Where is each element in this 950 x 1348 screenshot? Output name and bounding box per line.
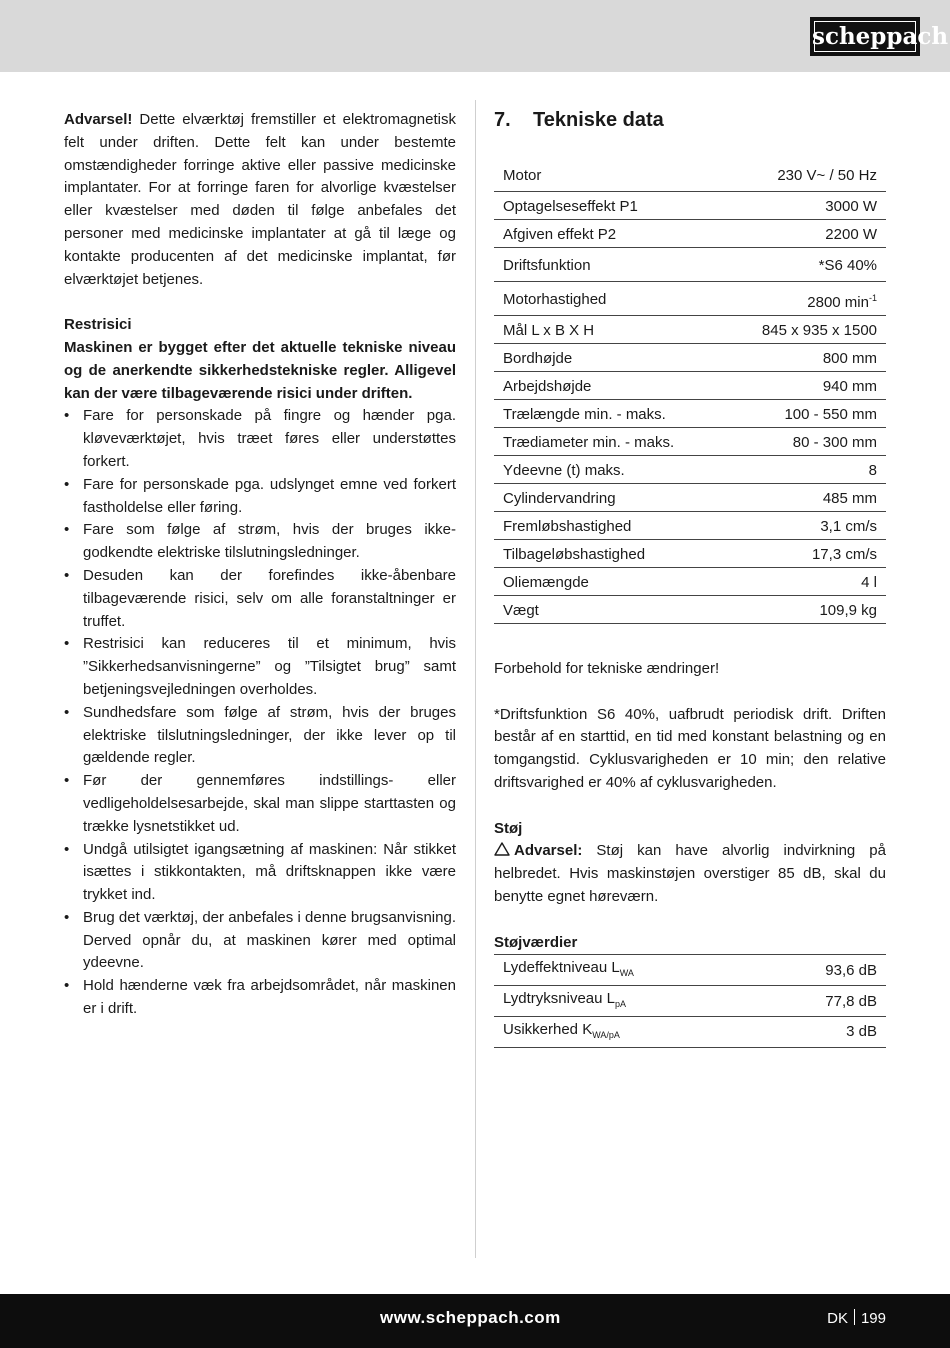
spec-label: Trælængde min. - maks. [494, 400, 724, 428]
residual-risk-intro: Maskinen er bygget efter det aktuelle tekniske niveau og de anerkendte sikkerhedstekniske regler. Alligevel kan der være tilbageværende risici under driften. [64, 338, 456, 402]
risk-item: • Brug det værktøj, der anbefales i denne brugsanvisning. Derved opnår du, at maskinen kører med optimal ydeevne. [64, 907, 456, 975]
table-row [494, 428, 886, 456]
spec-label: Oliemængde [494, 568, 724, 596]
noise-label-text: Usikkerhed K [503, 1020, 593, 1038]
language-code: DK [827, 1310, 848, 1327]
spec-label: Motorhastighed [494, 282, 724, 316]
noise-warning-label: Advarsel: [514, 842, 583, 860]
table-row [494, 456, 886, 484]
page-separator [854, 1309, 855, 1325]
spec-label: Ydeevne (t) maks. [494, 456, 724, 484]
spec-label: Driftsfunktion [494, 248, 724, 282]
noise-label-text: Lydtryksniveau L [503, 990, 616, 1008]
spec-label: Fremløbshastighed [494, 512, 724, 540]
table-row [494, 540, 886, 568]
risk-item: • Restrisici kan reduceres til et minimum, hvis ”Sikkerhedsanvisningerne” og ”Tilsigtet brug” samt betjeningsvejledningen overholdes. [64, 633, 456, 701]
risk-item: • Hold hænderne væk fra arbejdsområdet, når maskinen er i drift. [64, 975, 456, 1021]
section-title [494, 104, 886, 136]
table-row [494, 220, 886, 248]
page-indicator [827, 1309, 886, 1327]
noise-values-table [494, 954, 886, 1047]
table-row [494, 484, 886, 512]
spec-label: Motor [494, 158, 724, 192]
noise-values-heading: Støjværdier [494, 933, 578, 951]
spec-value: 17,3 cm/s [724, 540, 886, 568]
noise-label [494, 986, 761, 1017]
spec-label: Tilbageløbshastighed [494, 540, 724, 568]
table-row [494, 596, 886, 624]
noise-value: 3 dB [761, 1016, 886, 1047]
noise-warning-text: Støj kan have alvorlig indvirkning på helbredet. Hvis maskinstøjen overstiger 85 dB, skal du benytte egnet høreværn. [494, 842, 886, 905]
column-divider [475, 100, 476, 1258]
residual-risk-heading: Restrisici [64, 316, 132, 334]
noise-label-subscript: pA [615, 999, 627, 1010]
section-title-text: Tekniske data [533, 109, 664, 131]
spec-value: 8 [724, 456, 886, 484]
table-row [494, 372, 886, 400]
spec-value: 2200 W [724, 220, 886, 248]
table-row [494, 316, 886, 344]
header-bar [0, 0, 950, 72]
table-row [494, 344, 886, 372]
spec-value-superscript: -1 [868, 292, 877, 303]
noise-warning-paragraph [494, 840, 886, 908]
noise-label [494, 955, 761, 986]
emf-warning-paragraph [64, 109, 456, 291]
risk-item: • Før der gennemføres indstillings- eller vedligeholdelsesarbejde, skal man slippe starttasten og trække lysnetstikket ud. [64, 770, 456, 838]
spec-label: Afgiven effekt P2 [494, 220, 724, 248]
risk-item: • Undgå utilsigtet igangsætning af maskinen: Når stikket isættes i stikkontakten, må driftsknappen ikke være trykket ind. [64, 839, 456, 907]
spec-value: 940 mm [724, 372, 886, 400]
table-row [494, 400, 886, 428]
spec-value: 80 - 300 mm [724, 428, 886, 456]
spec-value: 100 - 550 mm [724, 400, 886, 428]
spec-label: Optagelseseffekt P1 [494, 192, 724, 220]
technical-data-table [494, 158, 886, 624]
left-column [64, 109, 456, 1021]
spec-value-text: 2800 min [807, 293, 869, 311]
risk-item: • Fare som følge af strøm, hvis der bruges ikke-godkendte elektriske tilslutningsledninger. [64, 519, 456, 565]
table-row [494, 158, 886, 192]
noise-value: 77,8 dB [761, 986, 886, 1017]
spec-value: 800 mm [724, 344, 886, 372]
footer-website-link[interactable]: www.scheppach.com [380, 1308, 561, 1327]
reserve-note: Forbehold for tekniske ændringer! [494, 660, 720, 677]
table-row [494, 192, 886, 220]
table-row [494, 568, 886, 596]
spec-value: 3,1 cm/s [724, 512, 886, 540]
risk-list [64, 405, 456, 1021]
spec-value: 3000 W [724, 192, 886, 220]
spec-label: Vægt [494, 596, 724, 624]
noise-value: 93,6 dB [761, 955, 886, 986]
noise-label-text: Lydeffektniveau L [503, 959, 620, 977]
spec-label: Bordhøjde [494, 344, 724, 372]
duty-cycle-note: *Driftsfunktion S6 40%, uafbrudt periodisk drift. Driften består af en starttid, en tid med konstant belastning og en tomgangstid. Cyklusvarigheden er 10 min; den relative driftsvarighed er 40% af cyklusvarigheden. [494, 705, 886, 791]
spec-value: 4 l [724, 568, 886, 596]
spec-value: 109,9 kg [724, 596, 886, 624]
spec-label: Arbejdshøjde [494, 372, 724, 400]
spec-label: Cylindervandring [494, 484, 724, 512]
section-number: 7. [494, 109, 511, 131]
spec-label: Trædiameter min. - maks. [494, 428, 724, 456]
risk-item: • Fare for personskade på fingre og hænder pga. kløveværktøjet, hvis træet føres eller understøttes forkert. [64, 405, 456, 473]
table-row [494, 512, 886, 540]
right-column [494, 104, 886, 1048]
spec-value [724, 282, 886, 316]
risk-item: • Desuden kan der forefindes ikke-åbenbare tilbageværende risici, selv om alle foranstaltninger er truffet. [64, 565, 456, 633]
scheppach-logo: scheppach [810, 17, 920, 56]
spec-value: 230 V~ / 50 Hz [724, 158, 886, 192]
noise-heading: Støj [494, 819, 523, 837]
noise-label [494, 1016, 761, 1047]
noise-label-subscript: WA/pA [592, 1029, 620, 1040]
noise-label-subscript: WA [619, 968, 634, 979]
warning-text: Dette elværktøj fremstiller et elektromagnetisk felt under driften. Dette felt kan under bestemte omstændigheder forringe aktive eller passive medicinske implantater. For at forringe faren for alvorlige kvæstelser eller kvæstelser med døden til følge anbefales det personer med medicinske implantater at gå til læge og kontakte producenten af det medicinske implantat, før elværktøjet betjenes. [64, 111, 456, 288]
risk-item: • Fare for personskade pga. udslynget emne ved forkert fastholdelse eller føring. [64, 474, 456, 520]
risk-item: • Sundhedsfare som følge af strøm, hvis der bruges elektriske tilslutningsledninger, der ikke lever op til gældende regler. [64, 702, 456, 770]
warning-triangle-icon [494, 842, 510, 856]
table-row [494, 282, 886, 316]
spec-label: Mål L x B X H [494, 316, 724, 344]
spec-value: 845 x 935 x 1500 [724, 316, 886, 344]
table-row [494, 955, 886, 986]
warning-label: Advarsel! [64, 111, 133, 128]
page-number: 199 [860, 1310, 886, 1327]
table-row [494, 1016, 886, 1047]
table-row [494, 986, 886, 1017]
table-row [494, 248, 886, 282]
footer-bar [0, 1294, 950, 1348]
spec-value: *S6 40% [724, 248, 886, 282]
spec-value: 485 mm [724, 484, 886, 512]
